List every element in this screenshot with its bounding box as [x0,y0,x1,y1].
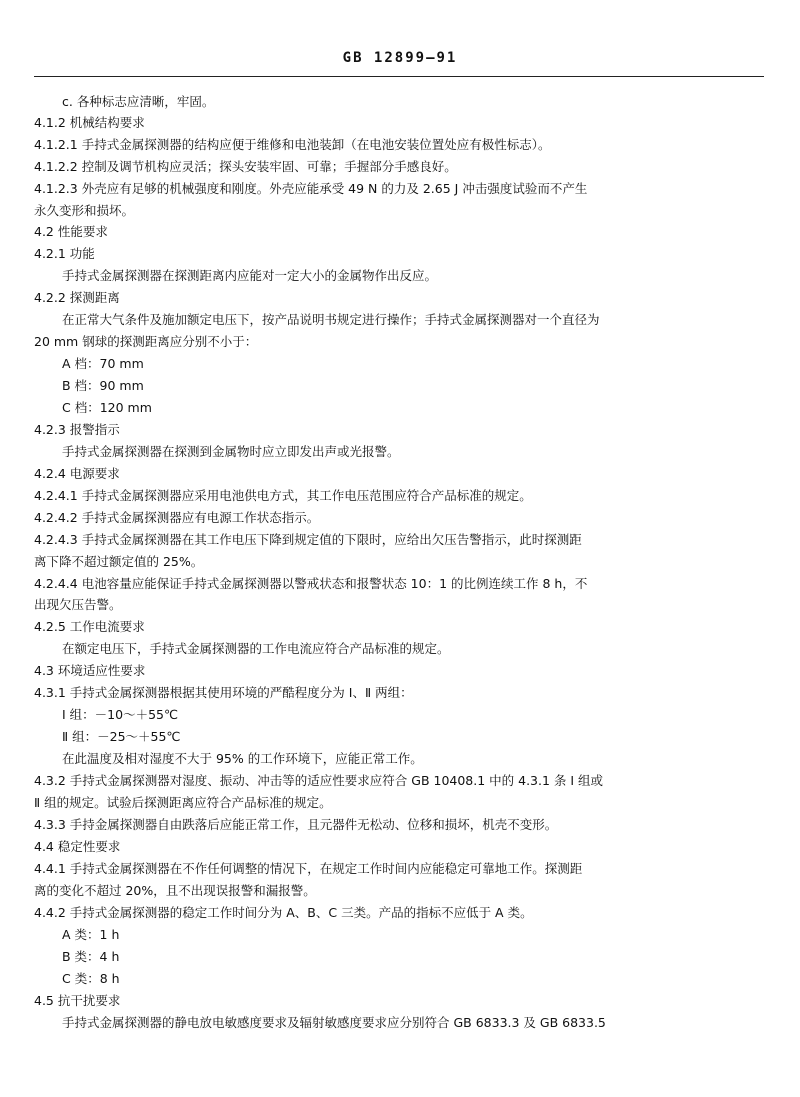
text-line: 永久变形和损坏。 [34,203,135,218]
section-heading: 4.2.3 报警指示 [34,422,120,437]
text-line: 4.3.1 手持式金属探测器根据其使用环境的严酷程度分为 Ⅰ、Ⅱ 两组： [34,685,413,700]
list-item: A 类：1 h [62,927,120,942]
section-heading: 4.2.2 探测距离 [34,290,120,305]
text-line: 在额定电压下，手持式金属探测器的工作电流应符合产品标准的规定。 [62,641,450,656]
list-item: C 类：8 h [62,971,120,986]
section-heading: 4.1.2 机械结构要求 [34,115,145,130]
list-item: B 档：90 mm [62,378,144,393]
section-heading: 4.2.5 工作电流要求 [34,619,145,634]
text-line: Ⅱ 组的规定。试验后探测距离应符合产品标准的规定。 [34,795,332,810]
list-item: Ⅱ 组：－25～＋55℃ [62,729,181,744]
text-line: 4.2.4.2 手持式金属探测器应有电源工作状态指示。 [34,510,320,525]
header-rule [34,76,764,77]
section-heading: 4.2.4 电源要求 [34,466,120,481]
text-line: 4.2.4.4 电池容量应能保证手持式金属探测器以警戒状态和报警状态 10：1 的比例连续工作 8 h，不 [34,576,588,591]
text-line: 4.2.4.1 手持式金属探测器应采用电池供电方式，其工作电压范围应符合产品标准的规定。 [34,488,532,503]
text-line: 20 mm 钢球的探测距离应分别不小于： [34,334,258,349]
section-heading: 4.2 性能要求 [34,224,108,239]
list-item: B 类：4 h [62,949,120,964]
section-heading: 4.5 抗干扰要求 [34,993,121,1008]
section-heading: 4.2.1 功能 [34,246,95,261]
list-item: C 档：120 mm [62,400,152,415]
text-line: 在此温度及相对湿度不大于 95% 的工作环境下，应能正常工作。 [62,751,423,766]
text-line: 手持式金属探测器的静电放电敏感度要求及辐射敏感度要求应分别符合 GB 6833.3 及 GB 6833.5 [62,1015,606,1030]
text-line: 4.1.2.2 控制及调节机构应灵活；探头安装牢固、可靠；手握部分手感良好。 [34,159,457,174]
text-line: 离下降不超过额定值的 25%。 [34,554,204,569]
text-line: 在正常大气条件及施加额定电压下，按产品说明书规定进行操作；手持式金属探测器对一个直径为 [62,312,600,327]
text-line: 离的变化不超过 20%，且不出现误报警和漏报警。 [34,883,316,898]
text-line: 4.2.4.3 手持式金属探测器在其工作电压下降到规定值的下限时，应给出欠压告警指示，此时探测距 [34,532,582,547]
text-line: 4.1.2.3 外壳应有足够的机械强度和刚度。外壳应能承受 49 N 的力及 2.65 J 冲击强度试验而不产生 [34,181,588,196]
text-line: c. 各种标志应清晰，牢固。 [62,94,215,109]
standard-number-header: GB 12899—91 [342,50,458,66]
list-item: A 档：70 mm [62,356,144,371]
text-line: 4.1.2.1 手持式金属探测器的结构应便于维修和电池装卸（在电池安装位置处应有极性标志）。 [34,137,551,152]
text-line: 4.4.2 手持式金属探测器的稳定工作时间分为 A、B、C 三类。产品的指标不应低于 A 类。 [34,905,533,920]
list-item: Ⅰ 组：－10～＋55℃ [62,707,179,722]
text-line: 手持式金属探测器在探测距离内应能对一定大小的金属物作出反应。 [62,268,438,283]
section-heading: 4.4 稳定性要求 [34,839,121,854]
text-line: 4.4.1 手持式金属探测器在不作任何调整的情况下，在规定工作时间内应能稳定可靠地工作。探测距 [34,861,583,876]
text-line: 手持式金属探测器在探测到金属物时应立即发出声或光报警。 [62,444,400,459]
section-heading: 4.3 环境适应性要求 [34,663,146,678]
text-line: 4.3.2 手持式金属探测器对湿度、振动、冲击等的适应性要求应符合 GB 10408.1 中的 4.3.1 条 Ⅰ 组或 [34,773,604,788]
text-line: 4.3.3 手持金属探测器自由跌落后应能正常工作，且元器件无松动、位移和损坏，机壳不变形。 [34,817,558,832]
text-line: 出现欠压告警。 [34,597,122,612]
